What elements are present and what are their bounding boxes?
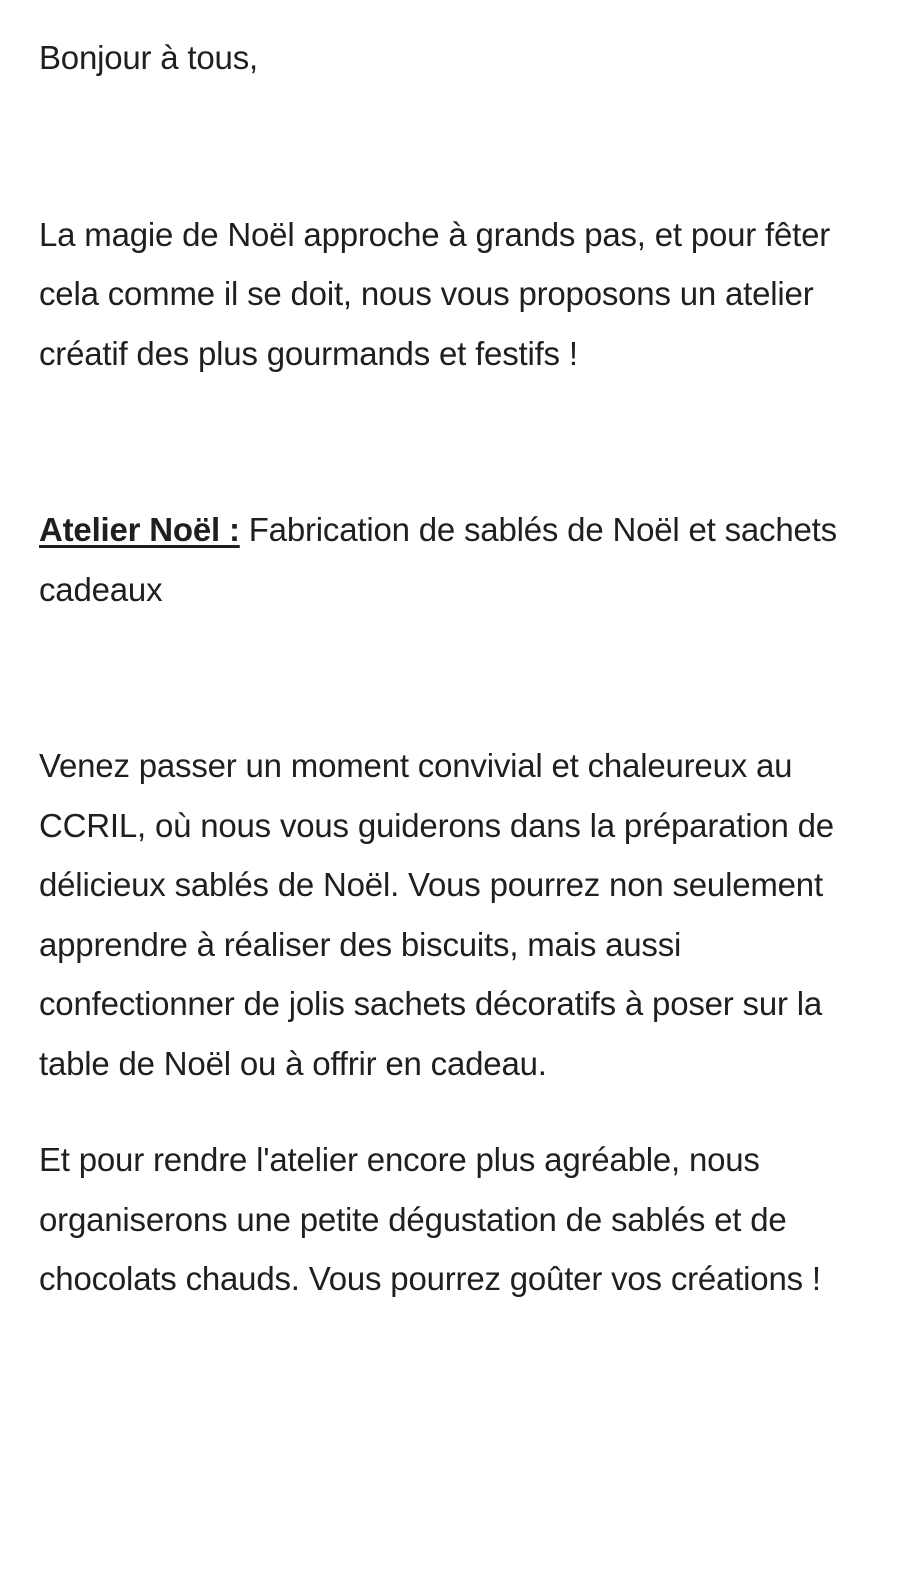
atelier-heading: Atelier Noël : [39,511,240,548]
atelier-paragraph [39,500,884,619]
intro-paragraph: La magie de Noël approche à grands pas, et pour fêter cela comme il se doit, nous vous proposons un atelier créatif des plus gourmands et festifs ! [39,215,831,372]
email-body [39,28,884,1309]
atelier-description: Fabrication de sablés de Noël et sachets cadeaux [39,511,837,608]
details-paragraph: Venez passer un moment convivial et chaleureux au CCRIL, où nous vous guiderons dans la préparation de délicieux sablés de Noël. Vous pourrez non seulement apprendre à réaliser des biscuits, mais aussi confectionner de jolis sachets décoratifs à poser sur la table de Noël ou à offrir en cadeau. [39,747,834,1082]
greeting-text: Bonjour à tous, [39,39,258,76]
tasting-paragraph: Et pour rendre l'atelier encore plus agréable, nous organiserons une petite dégustation de sablés et de chocolats chauds. Vous pourrez goûter vos créations ! [39,1141,821,1297]
